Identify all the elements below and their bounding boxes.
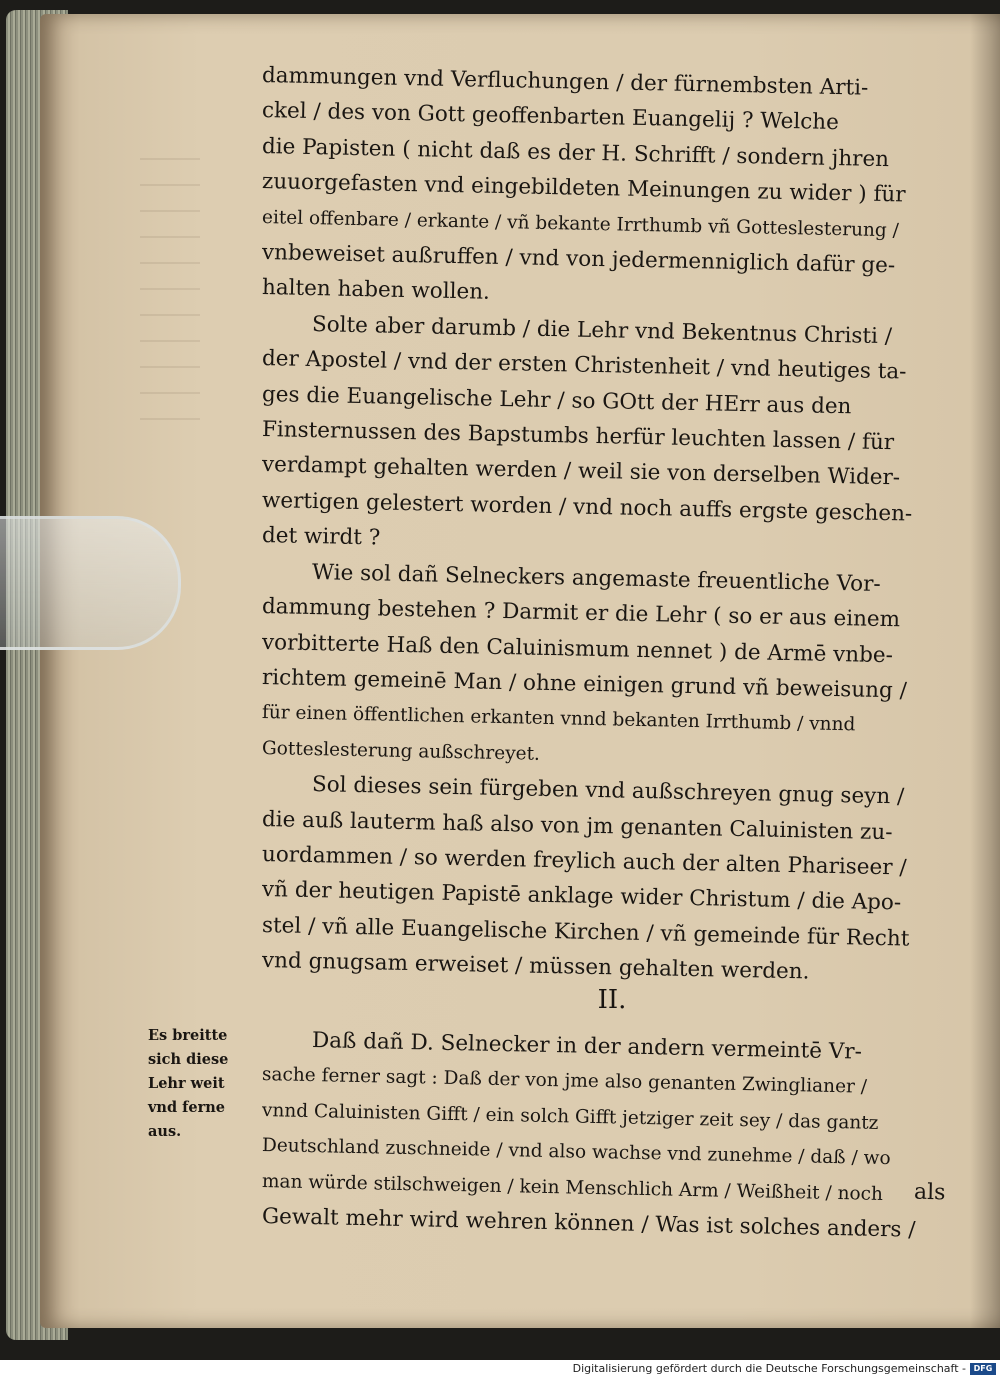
text-line: vnd gnugsam erweiset / müssen gehalten werden. <box>261 948 810 985</box>
marginal-note-line: Es breitte <box>148 1027 228 1044</box>
text-line: dammungen vnd Verfluchungen / der fürnembsten Arti- <box>261 63 869 101</box>
text-line: det wirdt ? <box>261 523 381 551</box>
paragraph-start-line: Sol dieses sein fürgeben vnd außschreyen gnug seyn / <box>311 772 905 810</box>
paragraph-start-line: Wie sol dañ Selneckers angemaste freuentliche Vor- <box>311 559 881 597</box>
marginal-note-line: Lehr weit <box>148 1075 225 1092</box>
text-line: Deutschland zuschneide / vnd also wachse vnd zunehme / daß / wo <box>261 1135 891 1170</box>
text-line: stel / vñ alle Euangelische Kirchen / vñ gemeinde für Recht <box>261 912 910 952</box>
footer-bar <box>0 1360 1000 1378</box>
text-line: die Papisten ( nicht daß es der H. Schrifft / sondern jhren <box>261 133 890 172</box>
plastic-page-clip <box>0 516 181 650</box>
text-line: dammung bestehen ? Darmit er die Lehr ( so er aus einem <box>261 594 901 633</box>
bleed-through-text <box>140 140 200 420</box>
text-line: Finsternussen des Bapstumbs herfür leuchten lassen / für <box>261 417 895 456</box>
text-line: vnbeweiset außruffen / vnd von jedermenniglich dafür ge- <box>261 240 896 279</box>
text-line: ges die Euangelische Lehr / so GOtt der HErr aus den <box>261 381 852 420</box>
text-line: vñ der heutigen Papistē anklage wider Christum / die Apo- <box>261 877 902 916</box>
text-line: verdampt gehalten werden / weil sie von derselben Wider- <box>261 452 901 491</box>
text-line: vnnd Caluinisten Gifft / ein solch Gifft jetziger zeit sey / das gantz <box>261 1099 879 1134</box>
text-line: halten haben wollen. <box>261 275 491 306</box>
dfg-logo: DFG <box>970 1363 996 1375</box>
main-text-block <box>261 58 962 1243</box>
marginal-note-line: vnd ferne <box>148 1099 226 1116</box>
text-line: ckel / des von Gott geoffenbarten Euangelij ? Welche <box>261 98 840 136</box>
marginal-note-line: aus. <box>148 1123 182 1140</box>
text-line: sache ferner sagt : Daß der von jme also genanten Zwinglianer / <box>261 1064 868 1099</box>
funding-credit: Digitalisierung gefördert durch die Deutsche Forschungsgemeinschaft - <box>572 1362 966 1375</box>
paragraph-start-line: Daß dañ D. Selnecker in der andern vermeintē Vr- <box>311 1028 863 1065</box>
catchword: als <box>913 1179 946 1206</box>
text-line: zuuorgefasten vnd eingebildeten Meinungen zu wider ) für <box>261 169 906 208</box>
text-line: vorbitterte Haß den Caluinismum nennet ) de Armē vnbe- <box>261 629 894 668</box>
text-line: Gewalt mehr wird wehren können / Was ist solches anders / <box>261 1204 916 1243</box>
marginal-note <box>148 1024 260 1144</box>
text-line: wertigen gelestert worden / vnd noch auffs ergste geschen- <box>261 487 913 527</box>
text-line: richtem gemeinē Man / ohne einigen grund vñ beweisung / <box>261 664 908 704</box>
text-line: Gotteslesterung außschreyet. <box>261 737 541 765</box>
text-line: eitel offenbare / erkante / vñ bekante Irrthumb vñ Gotteslesterung / <box>261 206 900 241</box>
text-line: uordammen / so werden freylich auch der alten Phariseer / <box>261 841 907 881</box>
text-line: der Apostel / vnd der ersten Christenheit / vnd heutiges ta- <box>261 346 907 385</box>
text-line: man würde stilschweigen / kein Menschlich Arm / Weißheit / noch <box>261 1170 884 1205</box>
page-gutter-shadow <box>970 14 1000 1328</box>
marginal-note-line: sich diese <box>148 1051 229 1068</box>
text-line: die auß lauterm haß also von jm genanten Caluinisten zu- <box>261 806 893 845</box>
paragraph-start-line: Solte aber darumb / die Lehr vnd Bekentnus Christi / <box>311 311 893 350</box>
section-heading: II. <box>597 984 627 1015</box>
text-line: für einen öffentlichen erkanten vnnd bekanten Irrthumb / vnnd <box>261 702 856 736</box>
